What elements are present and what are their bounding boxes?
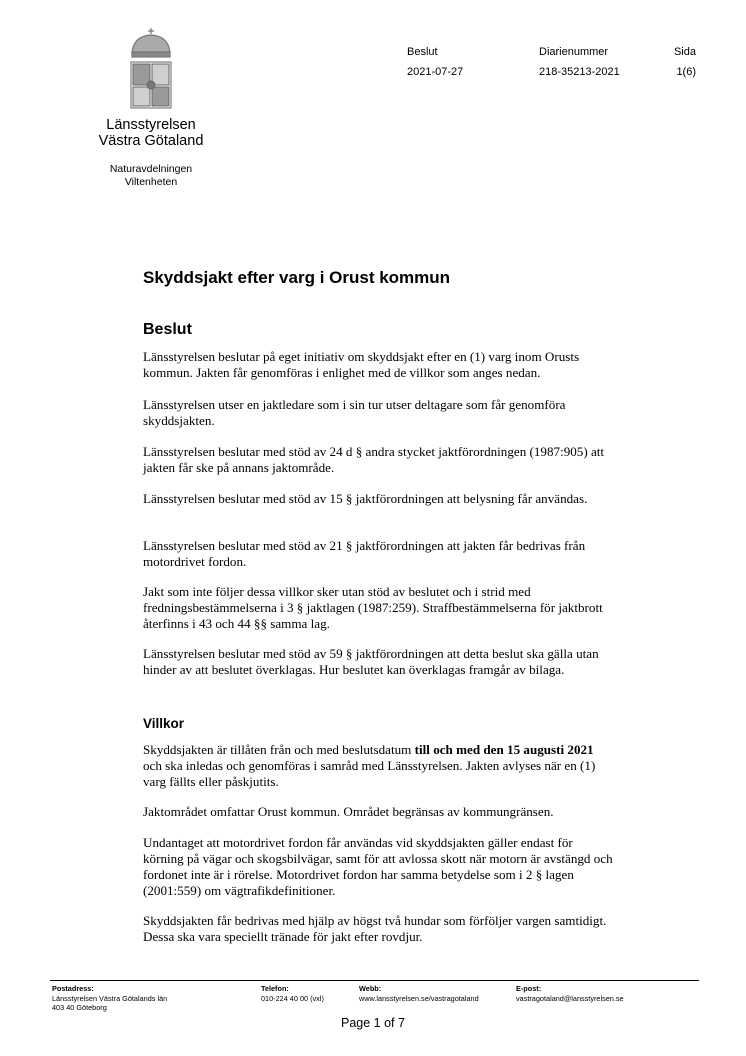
section-heading-beslut: Beslut bbox=[143, 321, 192, 338]
decision-label: Beslut bbox=[407, 46, 438, 58]
villkor-end-date: till och med den 15 augusti 2021 bbox=[414, 742, 594, 757]
beslut-paragraph: Länsstyrelsen utser en jaktledare som i sin tur utser deltagare som får genomföra skyddsjakten. bbox=[143, 397, 566, 428]
villkor-text: och ska inledas och genomföras i samråd med Länsstyrelsen. Jakten avlyses när en (1) varg fällts eller påskjutits. bbox=[143, 758, 596, 789]
beslut-paragraph: Länsstyrelsen beslutar med stöd av 59 § jaktförordningen att detta beslut ska gälla utan hinder av att beslutet överklagas. Hur beslutet kan överklagas framgår av bilaga. bbox=[143, 646, 599, 677]
email-link[interactable]: vastragotaland@lansstyrelsen.se bbox=[516, 993, 624, 1003]
beslut-paragraph: Länsstyrelsen beslutar med stöd av 21 § jaktförordningen att jakten får bedrivas från motordrivet fordon. bbox=[143, 538, 586, 569]
web-label: Webb: bbox=[359, 984, 382, 993]
org-name-line2: Västra Götaland bbox=[98, 133, 204, 149]
footer-web bbox=[359, 984, 479, 1003]
postal-line: 403 40 Göteborg bbox=[52, 1003, 107, 1012]
web-link[interactable]: www.lansstyrelsen.se/vastragotaland bbox=[359, 993, 479, 1003]
beslut-paragraph: Länsstyrelsen beslutar med stöd av 15 § jaktförordningen att belysning får användas. bbox=[143, 491, 588, 506]
page-label: Sida bbox=[673, 46, 696, 58]
villkor-paragraph: Jaktområdet omfattar Orust kommun. Området begränsas av kommungränsen. bbox=[143, 804, 554, 819]
villkor-paragraph: Skyddsjakten får bedrivas med hjälp av högst två hundar som förföljer vargen samtidigt. Dessa ska vara speciellt tränade för jakt efter rovdjur. bbox=[143, 913, 607, 944]
phone-value: 010-224 40 00 (vxl) bbox=[261, 993, 324, 1003]
email-label: E-post: bbox=[516, 984, 542, 993]
phone-label: Telefon: bbox=[261, 984, 289, 993]
department-name: Naturavdelningen bbox=[109, 163, 193, 175]
footer-divider bbox=[50, 980, 699, 981]
beslut-paragraph: Länsstyrelsen beslutar på eget initiativ om skyddsjakt efter en (1) varg inom Orusts kommun. Jakten får genomföras i enlighet med de villkor som anges nedan. bbox=[143, 349, 580, 380]
document-title: Skyddsjakt efter varg i Orust kommun bbox=[143, 268, 451, 287]
footer-email bbox=[516, 984, 624, 1003]
footer-phone bbox=[261, 984, 324, 1003]
villkor-paragraph: Undantaget att motordrivet fordon får användas vid skyddsjakten gäller endast för körning på vägar och skogsbilvägar, samt för att avlossa skott när motorn är avstängd och fordonet inte är i rörelse. Motordrivet fordon har samma betydelse som i 2 § lagen (2001:559) om vägtrafikdefinitioner. bbox=[143, 835, 613, 898]
department-block bbox=[70, 163, 232, 189]
page-number: Page 1 of 7 bbox=[341, 1016, 405, 1030]
page-count: 1(6) bbox=[676, 66, 696, 78]
diary-number: 218-35213-2021 bbox=[539, 66, 620, 78]
diary-number-label: Diarienummer bbox=[539, 46, 609, 58]
footer-postal-address bbox=[52, 984, 167, 1013]
coat-of-arms-logo bbox=[126, 26, 176, 112]
villkor-text: Skyddsjakten är tillåten från och med beslutsdatum bbox=[143, 742, 415, 757]
beslut-paragraph: Länsstyrelsen beslutar med stöd av 24 d § andra stycket jaktförordningen (1987:905) att jakten får ske på annans jaktområde. bbox=[143, 444, 605, 475]
postal-label: Postadress: bbox=[52, 984, 94, 993]
organization-name bbox=[70, 117, 232, 149]
unit-name: Viltenheten bbox=[124, 176, 178, 188]
beslut-paragraph: Jakt som inte följer dessa villkor sker utan stöd av beslutet och i strid med fredningsbestämmelserna i 3 § jaktlagen (1987:259). Straffbestämmelserna för jaktbrott återfinns i 43 och 44 §§ samma lag. bbox=[143, 584, 603, 631]
org-name-line1: Länsstyrelsen bbox=[106, 117, 196, 133]
section-heading-villkor: Villkor bbox=[143, 716, 185, 731]
decision-date: 2021-07-27 bbox=[407, 66, 464, 78]
villkor-paragraph bbox=[143, 742, 613, 790]
postal-line: Länsstyrelsen Västra Götalands län bbox=[52, 993, 168, 1003]
